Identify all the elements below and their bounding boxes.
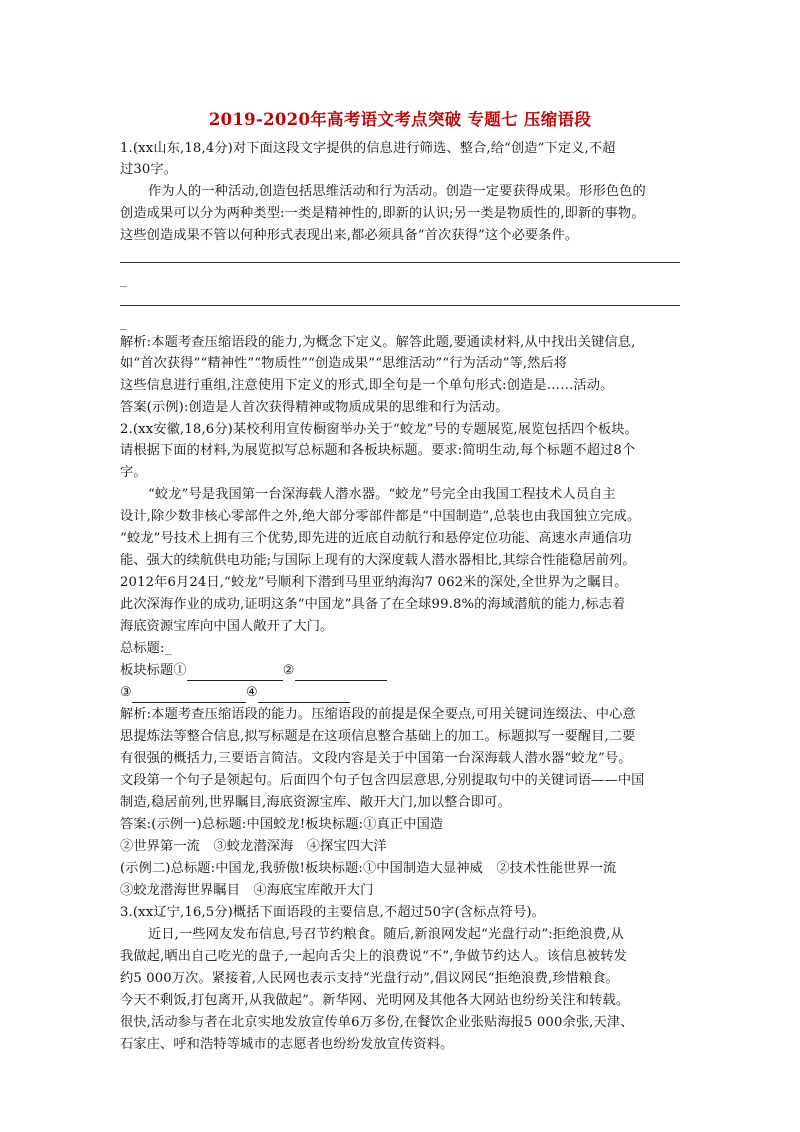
q2-passage-line-4: 能、强大的续航供电功能;与国际上现有的大深度载人潜水器相比,其综合性能稳居前列。 xyxy=(120,553,636,568)
q1-analysis-line-2: 如“首次获得”“精神性”“物质性”“创造成果”“思维活动”“行为活动”等,然后将 xyxy=(120,356,568,371)
q3-passage-line-5: 很快,活动参与者在北京实地发放宣传单6万多份,在餐饮企业张贴海报5 000余张,天津、 xyxy=(120,1015,634,1030)
q3-passage-line-4: 今天不剩饭,打包离开,从我做起”。新华网、光明网及其他各大网站也纷纷关注和转载。 xyxy=(120,993,630,1008)
q2-stem-line-3: 字。 xyxy=(120,465,147,480)
q2-passage-line-2: 设计,除少数非核心零部件之外,绝大部分零部件都是“中国制造”,总装也由我国独立完成。 xyxy=(120,509,641,524)
q2-passage-line-1: “蛟龙”号是我国第一台深海载人潜水器。“蛟龙”号完全由我国工程技术人员自主 xyxy=(148,487,616,502)
q1-passage-line-1: 作为人的一种活动,创造包括思维活动和行为活动。创造一定要获得成果。形形色色的 xyxy=(148,184,646,199)
q1-answer-text: 答案(示例):创造是人首次获得精神或物质成果的思维和行为活动。 xyxy=(120,400,509,415)
q2-stem-line-2: 请根据下面的材料,为展览拟写总标题和各板块标题。要求:简明生动,每个标题不超过8个 xyxy=(120,443,636,458)
q2-answer-line-4: ③蛟龙潜海世界瞩目 ④海底宝库敞开大门 xyxy=(120,883,374,898)
q3-passage-line-3: 约5 000万次。紧接着,人民网也表示支持“光盘行动”,倡议网民“拒绝浪费,珍惜粮食。 xyxy=(120,971,620,986)
q2-analysis-line-2: 思提炼法等整合信息,拟写标题是在这项信息整合基础上的加工。标题拟写一要醒目,二要 xyxy=(120,729,636,744)
q2-mark-4: ④ xyxy=(245,685,258,700)
q1-analysis-line-1: 解析:本题考查压缩语段的能力,为概念下定义。解答此题,要通读材料,从中找出关键信息, xyxy=(120,335,636,350)
q3-passage-line-1: 近日,一些网友发布信息,号召节约粮食。随后,新浪网发起“光盘行动”:拒绝浪费,从 xyxy=(148,927,624,942)
q2-passage-line-7: 海底资源宝库向中国人敞开了大门。 xyxy=(120,619,334,634)
q2-block-title-row-1 xyxy=(120,661,387,681)
q2-mark-2: ② xyxy=(282,663,295,678)
q2-passage-line-3: “蛟龙”号技术上拥有三个优势,即先进的近底自动航行和悬停定位功能、高速水声通信功 xyxy=(120,531,632,546)
q2-block-label: 板块标题① xyxy=(120,663,187,678)
q1-analysis-line-3: 这些信息进行重组,注意使用下定义的形式,即全句是一个单句形式:创造是……活动。 xyxy=(120,378,614,393)
q1-passage-line-3: 这些创造成果不管以何种形式表现出来,都必须具备“首次获得”这个必要条件。 xyxy=(120,228,579,243)
q2-mark-3: ③ xyxy=(120,685,132,700)
q2-blank-1 xyxy=(187,666,283,681)
document-title: 2019-2020年高考语文考点突破 专题七 压缩语段 xyxy=(208,110,592,129)
q3-stem: 3.(xx辽宁,16,5分)概括下面语段的主要信息,不超过50字(含标点符号)。 xyxy=(120,905,546,920)
q2-blank-2 xyxy=(295,666,387,681)
q1-answer-line-2 xyxy=(120,305,680,306)
q2-block-title-row-2 xyxy=(120,683,350,703)
q2-answer-line-2: ②世界第一流 ③蛟龙潜深海 ④探宝四大洋 xyxy=(120,839,387,854)
q1-answer-line-1 xyxy=(120,262,680,263)
q2-blank-3 xyxy=(132,688,246,703)
q1-answer-blank-mark-1: _ xyxy=(120,273,127,288)
q1-stem-line-2: 过30字。 xyxy=(120,162,178,177)
q3-passage-line-6: 石家庄、呼和浩特等城市的志愿者也纷纷发放宣传资料。 xyxy=(120,1037,454,1052)
q1-stem-line-1: 1.(xx山东,18,4分)对下面这段文字提供的信息进行筛选、整合,给“创造”下定义,不超 xyxy=(120,141,616,156)
q2-total-title-field: 总标题:_ xyxy=(120,641,172,656)
q2-analysis-line-3: 有很强的概括力,三要语言简洁。文段内容是关于中国第一台深海载人潜水器“蛟龙”号。 xyxy=(120,751,632,766)
q2-analysis-line-1: 解析:本题考查压缩语段的能力。压缩语段的前提是保全要点,可用关键词连缀法、中心意 xyxy=(120,707,636,722)
q1-answer-blank-mark-2: _ xyxy=(120,316,127,331)
q2-passage-line-6: 此次深海作业的成功,证明这条“中国龙”具备了在全球99.8%的海域潜航的能力,标志着 xyxy=(120,597,626,612)
q1-passage-line-2: 创造成果可以分为两种类型:一类是精神性的,即新的认识;另一类是物质性的,即新的事物。 xyxy=(120,206,645,221)
q2-passage-line-5: 2012年6月24日,“蛟龙”号顺利下潜到马里亚纳海沟7 062米的深处,全世界为之瞩目。 xyxy=(120,575,628,590)
q2-stem-line-1: 2.(xx安徽,18,6分)某校利用宣传橱窗举办关于“蛟龙”号的专题展览,展览包括四个板块。 xyxy=(120,422,638,437)
q2-analysis-line-4: 文段第一个句子是领起句。后面四个句子包含四层意思,分别提取句中的关键词语——中国 xyxy=(120,773,645,788)
q2-answer-line-1: 答案:(示例一)总标题:中国蛟龙!板块标题:①真正中国造 xyxy=(120,817,444,832)
q3-passage-line-2: 我做起,晒出自己吃光的盘子,一起向舌尖上的浪费说“不”,争做节约达人。该信息被转发 xyxy=(120,949,627,964)
q2-answer-line-3: (示例二)总标题:中国龙,我骄傲!板块标题:①中国制造大显神威 ②技术性能世界一流 xyxy=(120,861,617,876)
q2-analysis-line-5: 制造,稳居前列,世界瞩目,海底资源宝库、敞开大门,加以整合即可。 xyxy=(120,795,511,810)
q2-blank-4 xyxy=(258,688,350,703)
